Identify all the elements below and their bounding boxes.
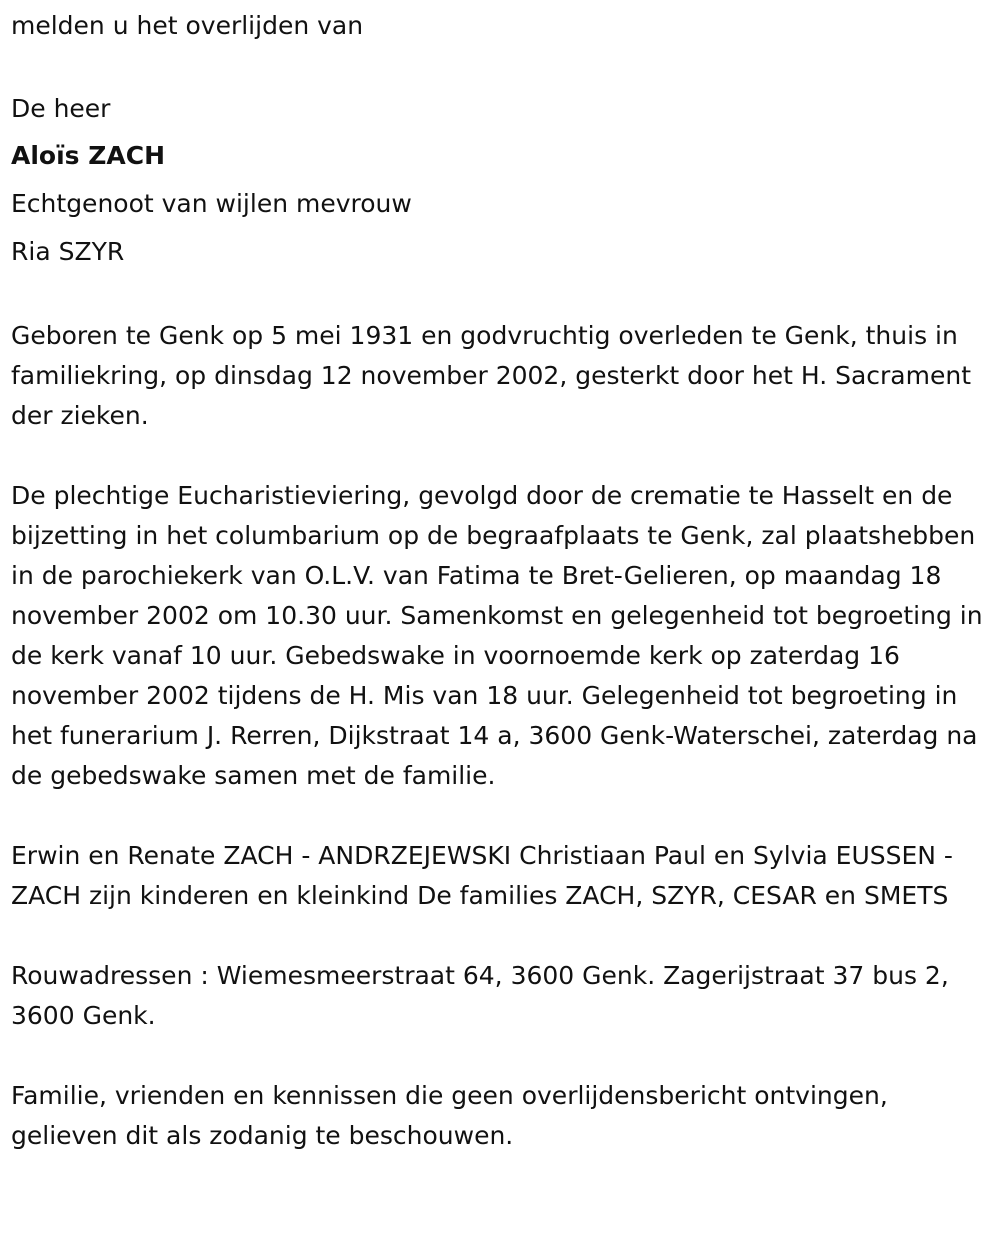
obituary-notice (11, 6, 986, 1156)
title-text: De heer (11, 94, 111, 123)
ceremony-paragraph: De plechtige Eucharistieviering, gevolgd door de crematie te Hasselt en de bijzetting in het columbarium op de begraafplaats te Genk, zal plaatshebben in de parochiekerk van O.L.V. van Fatima te Bret-Gelieren, op maandag 18 november 2002 om 10.30 uur. Samenkomst en gelegenheid tot begroeting in de kerk vanaf 10 uur. Gebedswake in voornoemde kerk op zaterdag 16 november 2002 tijdens de H. Mis van 18 uur. Gelegenheid tot begroeting in het funerarium J. Rerren, Dijkstraat 14 a, 3600 Genk-Waterschei, zaterdag na de gebedswake samen met de familie. (11, 481, 983, 790)
spacer (11, 1036, 986, 1076)
birth-paragraph: Geboren te Genk op 5 mei 1931 en godvruchtig overleden te Genk, thuis in familiekring, op dinsdag 12 november 2002, gesterkt door het H. Sacrament der zieken. (11, 321, 972, 430)
closing-paragraph: Familie, vrienden en kennissen die geen overlijdensbericht ontvingen, gelieven dit als zodanig te beschouwen. (11, 1081, 888, 1150)
spacer (11, 796, 986, 836)
spacer (11, 276, 986, 316)
address-paragraph: Rouwadressen : Wiemesmeerstraat 64, 3600 Genk. Zagerijstraat 37 bus 2, 3600 Genk. (11, 961, 949, 1030)
intro-text: melden u het overlijden van (11, 11, 364, 40)
spacer (11, 436, 986, 476)
spouse-line: Echtgenoot van wijlen mevrouw (11, 189, 412, 218)
spouse-name: Ria SZYR (11, 237, 125, 266)
spacer (11, 46, 986, 86)
spacer (11, 916, 986, 956)
deceased-name: Aloïs ZACH (11, 141, 165, 170)
family-paragraph: Erwin en Renate ZACH - ANDRZEJEWSKI Christiaan Paul en Sylvia EUSSEN - ZACH zijn kinderen en kleinkind De families ZACH, SZYR, CESAR en SMETS (11, 841, 953, 910)
